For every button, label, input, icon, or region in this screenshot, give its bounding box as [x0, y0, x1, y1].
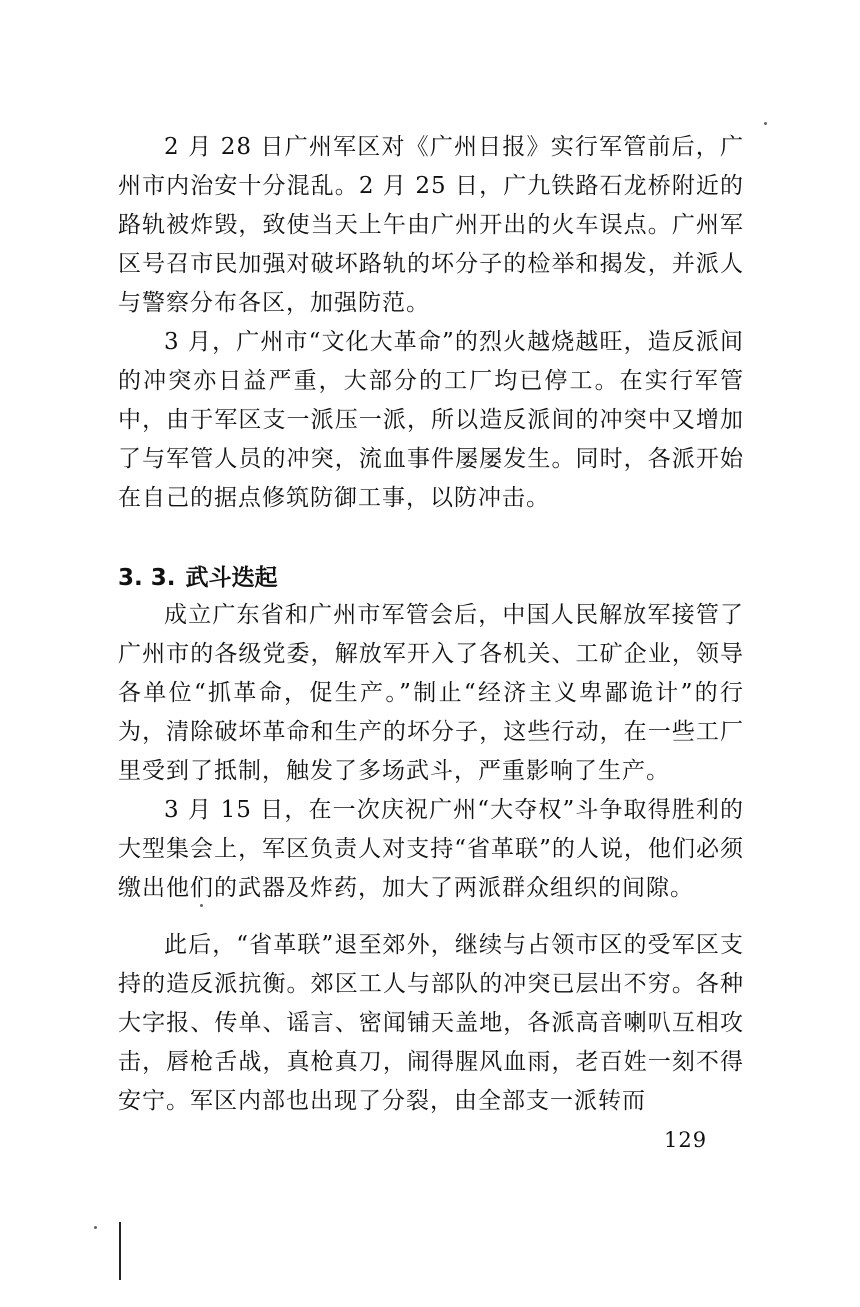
- section-heading: [118, 560, 744, 596]
- paragraph-military-takeover: 成立广东省和广州市军管会后，中国人民解放军接管了广州市的各级党委，解放军开入了各机关、工矿企业，领导各单位“抓革命，促生产。”制止“经济主义卑鄙诡计”的行为，清除破坏革命和生产的坏分子，这些行动，在一些工厂里受到了抵制，触发了多场武斗，严重影响了生产。: [118, 602, 744, 784]
- paragraph-march-conflicts: 3 月，广州市“文化大革命”的烈火越烧越旺，造反派间的冲突亦日益严重，大部分的工厂均已停工。在实行军管中，由于军区支一派压一派，所以造反派间的冲突中又增加了与军管人员的冲突，流血事件屡屡发生。同时，各派开始在自己的据点修筑防御工事，以防冲击。: [118, 329, 744, 511]
- scan-speck: [200, 904, 203, 907]
- page-body: [118, 128, 744, 1121]
- margin-mark: [119, 1222, 121, 1280]
- scan-speck: [764, 122, 767, 125]
- paragraph-military-control: 2 月 28 日广州军区对《广州日报》实行军管前后，广州市内治安十分混乱。2 月 25 日，广九铁路石龙桥附近的路轨被炸毁，致使当天上午由广州开出的火车误点。广州军区号召市民加强对破坏路轨的坏分子的检举和揭发，并派人与警察分布各区，加强防范。: [118, 134, 744, 316]
- section-title: 武斗迭起: [185, 565, 278, 591]
- page-number: 129: [664, 1128, 708, 1152]
- paragraph-march-15-rally: 3 月 15 日，在一次庆祝广州“大夺权”斗争取得胜利的大型集会上，军区负责人对支持“省革联”的人说，他们必须缴出他们的武器及炸药，加大了两派群众组织的间隙。: [118, 797, 744, 901]
- section-number: 3. 3.: [118, 565, 176, 591]
- scan-speck: [94, 1226, 97, 1229]
- paragraph-suburbs-conflict: 此后，“省革联”退至郊外，继续与占领市区的受军区支持的造反派抗衡。郊区工人与部队的冲突已层出不穷。各种大字报、传单、谣言、密闻铺天盖地，各派高音喇叭互相攻击，唇枪舌战，真枪真刀，闹得腥风血雨，老百姓一刻不得安宁。军区内部也出现了分裂，由全部支一派转而: [118, 932, 744, 1114]
- paragraph-gap: [118, 908, 744, 926]
